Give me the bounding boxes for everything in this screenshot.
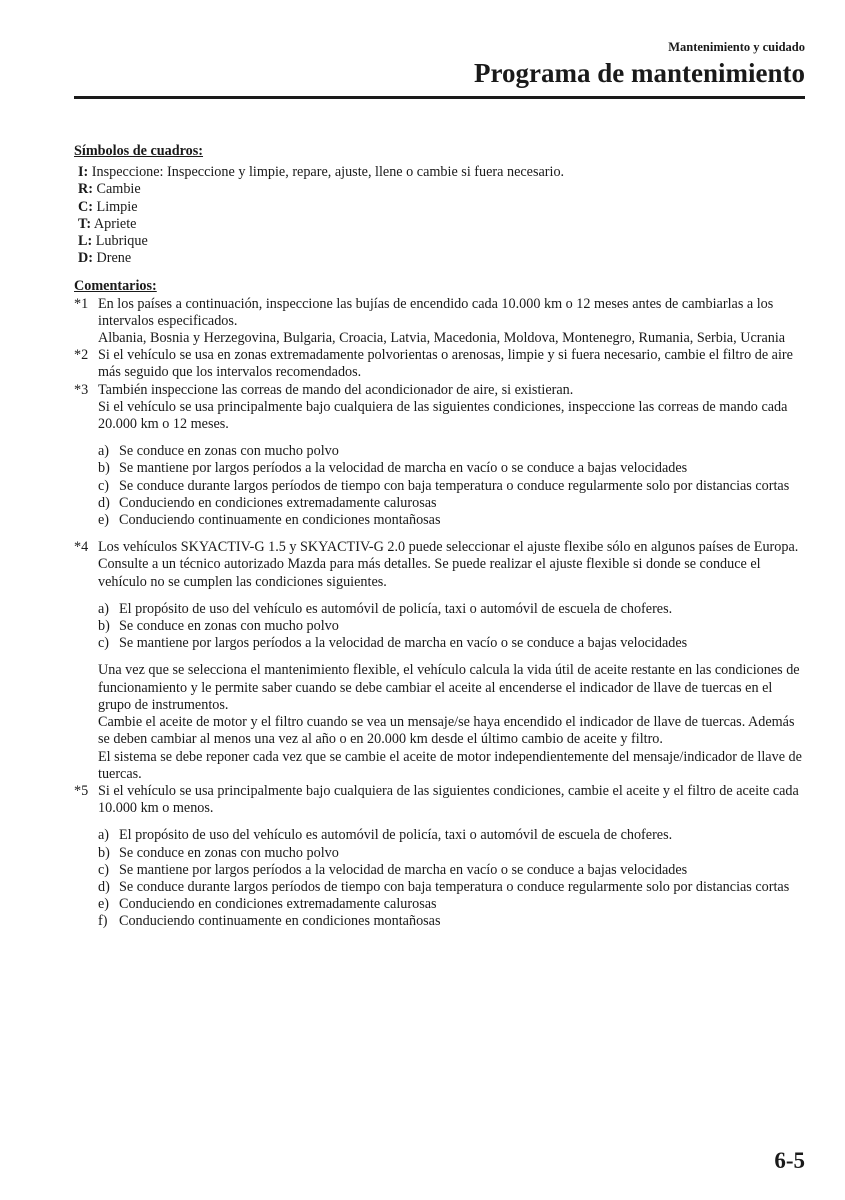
item-letter: c) <box>98 861 110 878</box>
item-letter: d) <box>98 878 110 895</box>
list-item <box>98 443 807 460</box>
item-letter: e) <box>98 896 110 913</box>
item-letter: b) <box>98 460 110 477</box>
symbol-code: C: <box>78 198 93 215</box>
list-item <box>98 512 807 529</box>
note-body <box>98 783 807 931</box>
note-text: Cambie el aceite de motor y el filtro cuando se vea un mensaje/se haya encendido el indicador de llave de tuercas. Además se deben cambiar al menos una vez al año o en 20.000 km desde el último cambio de aceite y filtro. <box>98 714 795 748</box>
item-text: Se mantiene por largos períodos a la velocidad de marcha en vacío o se conduce a bajas velocidades <box>119 635 688 652</box>
symbol-text: Drene <box>96 250 132 267</box>
item-text: Se conduce durante largos períodos de tiempo con baja temperatura o conduce regularmente solo por distancias cortas <box>119 477 790 494</box>
symbol-text: Apriete <box>93 215 137 232</box>
item-letter: a) <box>98 600 110 617</box>
note-number: *5 <box>74 782 89 799</box>
symbol-text: Cambie <box>96 181 141 198</box>
list-item <box>98 495 807 512</box>
symbol-code: L: <box>78 233 93 250</box>
symbol-row <box>78 250 807 267</box>
note-text: Los vehículos SKYACTIV-G 1.5 y SKYACTIV-G 2.0 puede seleccionar el ajuste flexibe sólo en algunos países de Europa. Consulte a un técnico autorizado Mazda para más detalles. Se puede realizar el ajuste flexible si donde se conduce el vehículo no se cumplen las condiciones siguientes. <box>98 539 799 590</box>
list-item <box>98 827 807 844</box>
list-item <box>98 601 807 618</box>
note-text: Si el vehículo se usa principalmente bajo cualquiera de las siguientes condiciones, cambie el aceite y el filtro de aceite cada 10.000 km o menos. <box>98 782 799 817</box>
condition-list <box>98 601 807 653</box>
item-text: Se mantiene por largos períodos a la velocidad de marcha en vacío o se conduce a bajas velocidades <box>119 460 688 477</box>
note-body <box>98 382 807 540</box>
list-item <box>98 618 807 635</box>
note-number: *4 <box>74 539 89 556</box>
item-text: Conduciendo continuamente en condiciones montañosas <box>119 913 441 930</box>
item-letter: a) <box>98 443 110 460</box>
item-letter: a) <box>98 827 110 844</box>
condition-list <box>98 827 807 930</box>
list-item <box>98 460 807 477</box>
item-letter: d) <box>98 494 110 511</box>
note-text: Una vez que se selecciona el mantenimiento flexible, el vehículo calcula la vida útil de aceite restante en las condiciones de funcionamiento y le permite saber cuando se debe cambiar el aceite al encenderse el indicador de llave de tuercas en el grupo de instrumentos. <box>98 662 800 713</box>
list-item <box>98 913 807 930</box>
list-item <box>98 478 807 495</box>
symbols-list <box>78 164 807 267</box>
note-text: En los países a continuación, inspeccione las bujías de encendido cada 10.000 km o 12 meses antes de cambiarlas a los intervalos especificados. <box>98 295 774 329</box>
list-item <box>98 635 807 652</box>
note-body <box>98 539 807 783</box>
list-item <box>98 896 807 913</box>
item-text: Conduciendo en condiciones extremadamente calurosas <box>119 494 437 511</box>
item-text: Se mantiene por largos períodos a la velocidad de marcha en vacío o se conduce a bajas velocidades <box>119 861 688 878</box>
item-text: Conduciendo continuamente en condiciones montañosas <box>119 512 441 529</box>
comment-note-5 <box>74 783 807 931</box>
item-text: El propósito de uso del vehículo es automóvil de policía, taxi o automóvil de escuela de choferes. <box>119 600 673 617</box>
item-text: Conduciendo en condiciones extremadamente calurosas <box>119 896 437 913</box>
symbol-row <box>78 216 807 233</box>
item-letter: e) <box>98 512 110 529</box>
header-rule <box>74 96 805 99</box>
item-text: Se conduce en zonas con mucho polvo <box>119 618 339 635</box>
note-body <box>98 296 807 348</box>
symbol-code: D: <box>78 250 93 267</box>
symbol-code: I: <box>78 164 89 181</box>
list-item <box>98 862 807 879</box>
symbol-row <box>78 164 807 181</box>
symbol-row <box>78 181 807 198</box>
symbol-code: R: <box>78 181 93 198</box>
symbol-text: Inspeccione: Inspeccione y limpie, repare, ajuste, llene o cambie si fuera necesario. <box>91 164 565 181</box>
page-title: Programa de mantenimiento <box>474 58 805 88</box>
item-letter: f) <box>98 913 108 930</box>
comment-note-1 <box>74 296 807 348</box>
page-content <box>74 143 807 931</box>
comment-note-4 <box>74 539 807 783</box>
comments-heading: Comentarios: <box>74 278 157 295</box>
condition-list <box>98 443 807 529</box>
note-body <box>98 347 807 381</box>
symbol-text: Lubrique <box>95 233 148 250</box>
list-item <box>98 845 807 862</box>
note-number: *3 <box>74 381 89 398</box>
item-letter: c) <box>98 477 110 494</box>
note-text: El sistema se debe reponer cada vez que se cambie el aceite de motor independientemente del mensaje/indicador de llave de tuercas. <box>98 748 802 782</box>
item-letter: b) <box>98 618 110 635</box>
item-text: El propósito de uso del vehículo es automóvil de policía, taxi o automóvil de escuela de choferes. <box>119 827 673 844</box>
note-text: También inspeccione las correas de mando del acondicionador de aire, si existieran. <box>98 381 574 398</box>
note-text: Albania, Bosnia y Herzegovina, Bulgaria, Croacia, Latvia, Macedonia, Moldova, Montenegro, Rumania, Serbia, Ucrania <box>98 330 786 347</box>
note-text: Si el vehículo se usa en zonas extremadamente polvorientas o arenosas, limpie y si fuera necesario, cambie el filtro de aire más seguido que los intervalos recomendados. <box>98 347 793 381</box>
symbol-row <box>78 199 807 216</box>
item-text: Se conduce en zonas con mucho polvo <box>119 443 339 460</box>
comment-note-3 <box>74 382 807 540</box>
note-number: *2 <box>74 347 89 364</box>
symbol-row <box>78 233 807 250</box>
symbol-code: T: <box>78 215 92 232</box>
item-letter: b) <box>98 844 110 861</box>
note-number: *1 <box>74 295 89 312</box>
item-letter: c) <box>98 635 110 652</box>
symbols-heading: Símbolos de cuadros: <box>74 143 204 159</box>
item-text: Se conduce durante largos períodos de tiempo con baja temperatura o conduce regularmente solo por distancias cortas <box>119 878 790 895</box>
page-number: 6-5 <box>774 1148 805 1173</box>
comment-note-2 <box>74 347 807 381</box>
symbol-text: Limpie <box>96 198 138 215</box>
list-item <box>98 879 807 896</box>
item-text: Se conduce en zonas con mucho polvo <box>119 844 339 861</box>
note-text: Si el vehículo se usa principalmente bajo cualquiera de las siguientes condiciones, inspeccione las correas de mando cada 20.000 km o 12 meses. <box>98 398 788 433</box>
section-label: Mantenimiento y cuidado <box>668 40 805 54</box>
